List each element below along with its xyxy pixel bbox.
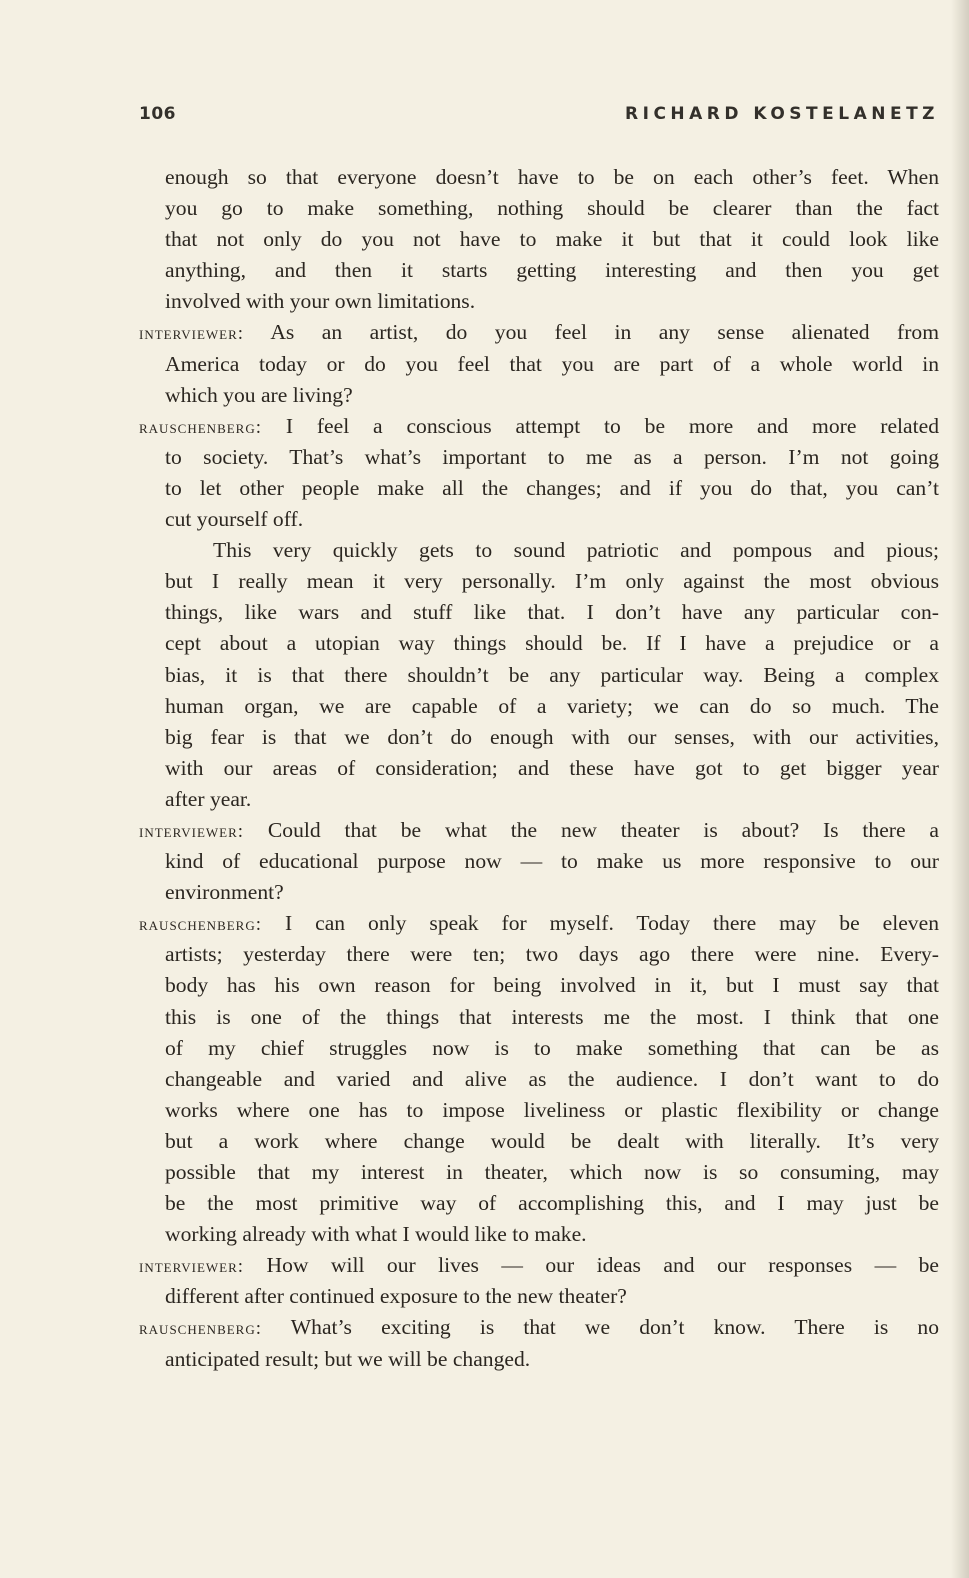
line-text: with our areas of consideration; and these have got to get bigger year bbox=[165, 755, 939, 780]
line-text: to let other people make all the changes; and if you do that, you can’t bbox=[165, 475, 939, 500]
line-text: which you are living? bbox=[165, 382, 353, 407]
line-text: cept about a utopian way things should be. If I have a prejudice or a bbox=[165, 631, 939, 656]
speaker-label: rauschenberg: bbox=[139, 914, 263, 936]
line-text: working already with what I would like to make. bbox=[165, 1222, 587, 1247]
text-line bbox=[139, 908, 939, 939]
line-text: but a work where change would be dealt with literally. It’s very bbox=[165, 1128, 939, 1153]
line-text: cut yourself off. bbox=[165, 507, 304, 532]
line-text: big fear is that we don’t do enough with our senses, with our activities, bbox=[165, 724, 939, 749]
text-line bbox=[139, 1095, 939, 1126]
text-line bbox=[139, 317, 939, 348]
text-line bbox=[139, 1064, 939, 1095]
line-text: after year. bbox=[165, 786, 252, 811]
line-text: artists; yesterday there were ten; two days ago there were nine. Every- bbox=[165, 942, 939, 967]
text-line bbox=[139, 1033, 939, 1064]
line-text: bias, it is that there shouldn’t be any particular way. Being a complex bbox=[165, 662, 939, 687]
text-line bbox=[139, 877, 939, 908]
text-line bbox=[139, 162, 939, 193]
text-line bbox=[139, 504, 939, 535]
line-text: Could that be what the new theater is about? Is there a bbox=[244, 817, 939, 842]
running-title: RICHARD KOSTELANETZ bbox=[625, 104, 939, 124]
text-line bbox=[139, 193, 939, 224]
text-line bbox=[139, 535, 939, 566]
text-line bbox=[139, 939, 939, 970]
line-text: What’s exciting is that we don’t know. There is no bbox=[262, 1315, 939, 1340]
line-text: things, like wars and stuff like that. I don’t have any particular con- bbox=[165, 600, 939, 625]
text-line bbox=[139, 691, 939, 722]
text-line bbox=[139, 722, 939, 753]
line-text: anticipated result; but we will be changed. bbox=[165, 1346, 531, 1371]
speaker-label: rauschenberg: bbox=[139, 416, 263, 438]
page-number: 106 bbox=[139, 104, 176, 124]
text-line bbox=[139, 349, 939, 380]
interview-text bbox=[139, 162, 939, 1375]
line-text: that not only do you not have to make it but that it could look like bbox=[165, 227, 939, 252]
line-text: human organ, we are capable of a variety; we can do so much. The bbox=[165, 693, 939, 718]
text-line bbox=[139, 1344, 939, 1375]
line-text: I can only speak for myself. Today there may be eleven bbox=[262, 911, 939, 936]
line-text: body has his own reason for being involved in it, but I must say that bbox=[165, 973, 939, 998]
speaker-label: interviewer: bbox=[139, 820, 245, 842]
text-line bbox=[139, 1002, 939, 1033]
text-line bbox=[139, 1312, 939, 1343]
line-text: As an artist, do you feel in any sense alienated from bbox=[244, 320, 939, 345]
line-text: but I really mean it very personally. I’m only against the most obvious bbox=[165, 569, 939, 594]
text-line bbox=[139, 628, 939, 659]
line-text: How will our lives — our ideas and our responses — be bbox=[244, 1253, 939, 1278]
running-head bbox=[139, 104, 939, 132]
text-line bbox=[139, 380, 939, 411]
line-text: possible that my interest in theater, which now is so consuming, may bbox=[165, 1160, 939, 1184]
line-text: This very quickly gets to sound patriotic and pompous and pious; bbox=[213, 538, 939, 563]
text-line bbox=[139, 1281, 939, 1312]
speaker-label: interviewer: bbox=[139, 323, 245, 345]
text-line bbox=[139, 753, 939, 784]
line-text: involved with your own limitations. bbox=[165, 289, 476, 314]
text-line bbox=[139, 1250, 939, 1281]
text-line bbox=[139, 1157, 939, 1188]
line-text: works where one has to impose liveliness or plastic flexibility or change bbox=[165, 1097, 939, 1122]
text-line bbox=[139, 473, 939, 504]
line-text: kind of educational purpose now — to make us more responsive to our bbox=[165, 849, 939, 874]
text-line bbox=[139, 597, 939, 628]
line-text: different after continued exposure to the new theater? bbox=[165, 1284, 627, 1309]
speaker-label: rauschenberg: bbox=[139, 1318, 263, 1340]
line-text: changeable and varied and alive as the audience. I don’t want to do bbox=[165, 1066, 939, 1091]
page-gutter-shadow bbox=[951, 0, 969, 1578]
line-text: be the most primitive way of accomplishing this, and I may just be bbox=[165, 1191, 939, 1216]
text-line bbox=[139, 1126, 939, 1157]
line-text: to society. That’s what’s important to me as a person. I’m not going bbox=[165, 444, 939, 469]
text-line bbox=[139, 224, 939, 255]
text-line bbox=[139, 566, 939, 597]
line-text: this is one of the things that interests me the most. I think that one bbox=[165, 1004, 939, 1029]
text-line bbox=[139, 970, 939, 1001]
text-line bbox=[139, 286, 939, 317]
text-line bbox=[139, 660, 939, 691]
line-text: you go to make something, nothing should be clearer than the fact bbox=[165, 196, 939, 221]
line-text: of my chief struggles now is to make something that can be as bbox=[165, 1035, 939, 1060]
line-text: America today or do you feel that you are part of a whole world in bbox=[165, 351, 939, 376]
line-text: anything, and then it starts getting interesting and then you get bbox=[165, 258, 939, 283]
text-line bbox=[139, 815, 939, 846]
text-line bbox=[139, 255, 939, 286]
text-line bbox=[139, 1219, 939, 1250]
text-line bbox=[139, 846, 939, 877]
text-line bbox=[139, 411, 939, 442]
speaker-label: interviewer: bbox=[139, 1256, 245, 1278]
text-line bbox=[139, 1188, 939, 1219]
line-text: I feel a conscious attempt to be more and more related bbox=[262, 413, 939, 438]
line-text: enough so that everyone doesn’t have to be on each other’s feet. When bbox=[165, 165, 939, 189]
line-text: environment? bbox=[165, 880, 284, 905]
text-line bbox=[139, 442, 939, 473]
text-line bbox=[139, 784, 939, 815]
